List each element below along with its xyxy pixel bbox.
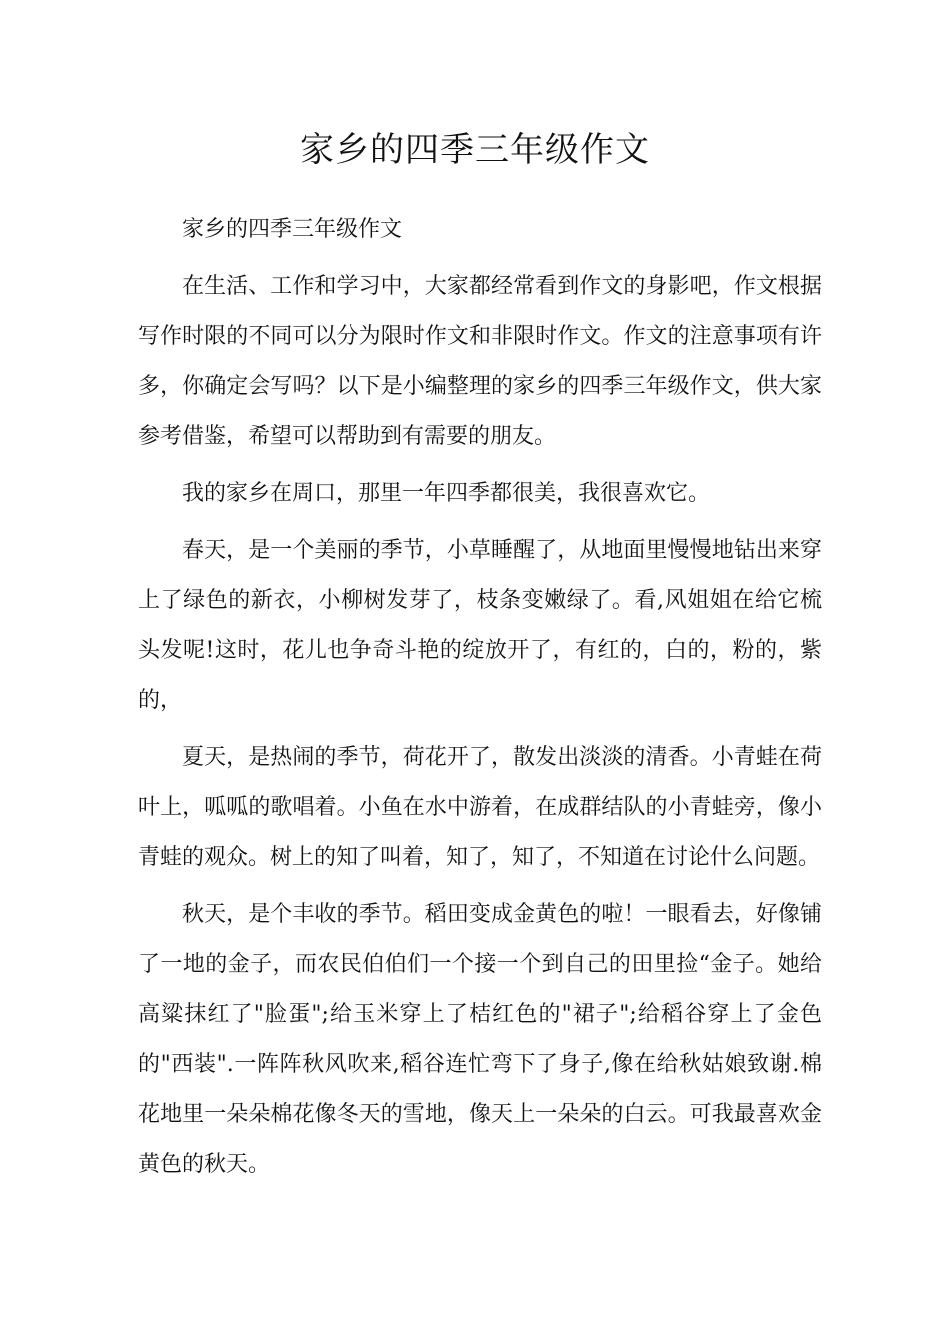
paragraph-intro: 在生活、工作和学习中，大家都经常看到作文的身影吧，作文根据写作时限的不同可以分为限时作文和非限时作文。作文的注意事项有许多，你确定会写吗？以下是小编整理的家乡的四季三年级作文，供大家参考借鉴，希望可以帮助到有需要的朋友。: [138, 274, 822, 449]
document-title: 家乡的四季三年级作文: [300, 130, 650, 170]
paragraph-summer: 夏天，是热闹的季节，荷花开了，散发出淡淡的清香。小青蛙在荷叶上，呱呱的歌唱着。小鱼在水中游着，在成群结队的小青蛙旁，像小青蛙的观众。树上的知了叫着，知了，知了，不知道在讨论什么问题。: [138, 745, 822, 870]
paragraph-autumn: 秋天，是个丰收的季节。稻田变成金黄色的啦！一眼看去，好像铺了一地的金子，而农民伯伯们一个接一个到自己的田里捡“金子。她给高粱抹红了"脸蛋";给玉米穿上了桔红色的"裙子";给稻谷穿上了金色的"西装".一阵阵秋风吹来,稻谷连忙弯下了身子,像在给秋姑娘致谢.棉花地里一朵朵棉花像冬天的雪地，像天上一朵朵的白云。可我最喜欢金黄色的秋天。: [138, 902, 822, 1177]
document-body: [138, 205, 822, 1197]
paragraph-subtitle: 家乡的四季三年级作文: [182, 217, 403, 242]
paragraph-spring: 春天，是一个美丽的季节，小草睡醒了，从地面里慢慢地钻出来穿上了绿色的新衣，小柳树发芽了，枝条变嫩绿了。看,风姐姐在给它梳头发呢!这时，花儿也争奇斗艳的绽放开了，有红的，白的，粉的，紫的，: [138, 538, 822, 713]
paragraph-hometown: 我的家乡在周口，那里一年四季都很美，我很喜欢它。: [182, 481, 711, 506]
